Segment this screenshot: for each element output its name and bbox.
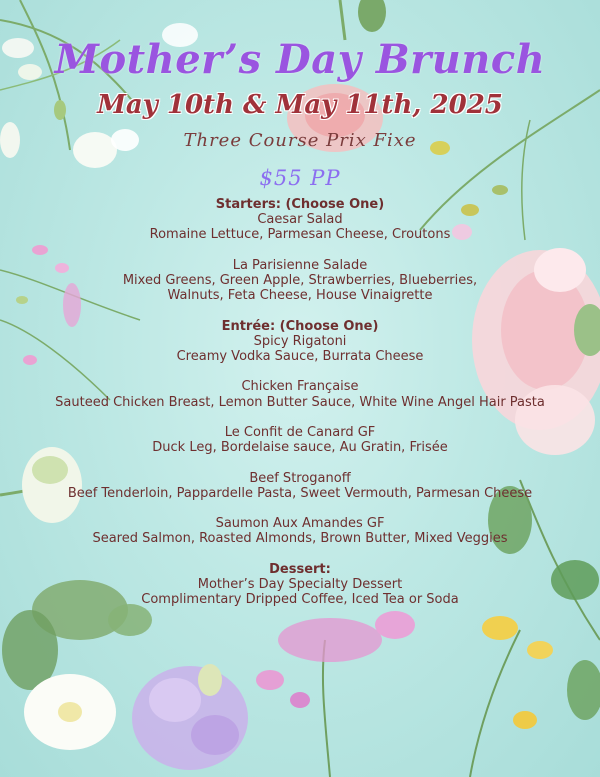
section-heading: Starters: (Choose One)	[215, 197, 385, 212]
item-description: Duck Leg, Bordelaise sauce, Au Gratin, Frisée	[152, 440, 448, 456]
item-name: Saumon Aux Amandes GF	[215, 516, 385, 532]
menu-title: Mother’s Day Brunch	[54, 36, 546, 83]
item-description: Romaine Lettuce, Parmesan Cheese, Croutons	[149, 227, 451, 243]
menu-item	[0, 516, 600, 546]
item-description: Seared Salmon, Roasted Almonds, Brown Butter, Mixed Veggies	[92, 531, 508, 547]
menu-item	[0, 577, 600, 607]
menu-price: $55 PP	[259, 166, 341, 190]
menu-item	[0, 334, 600, 364]
item-name: La Parisienne Salade	[232, 257, 368, 273]
item-name: Beef Stroganoff	[249, 470, 351, 486]
menu-item	[0, 471, 600, 501]
menu-item	[0, 379, 600, 409]
menu-item	[0, 425, 600, 455]
menu-item	[0, 212, 600, 242]
section-heading: Dessert:	[269, 561, 331, 577]
item-description: Walnuts, Feta Cheese, House Vinaigrette	[167, 288, 433, 304]
item-name: Mother’s Day Specialty Dessert	[197, 576, 403, 592]
event-dates: May 10th & May 11th, 2025	[97, 90, 503, 120]
item-name: Chicken Française	[241, 379, 359, 395]
dessert-section	[0, 562, 600, 608]
item-description: Complimentary Dripped Coffee, Iced Tea or Soda	[141, 592, 459, 608]
item-description: Creamy Vodka Sauce, Burrata Cheese	[176, 349, 424, 364]
menu-item	[0, 258, 600, 304]
item-name: Le Confit de Canard GF	[224, 424, 376, 440]
menu-subtitle: Three Course Prix Fixe	[183, 130, 417, 151]
entree-section	[0, 319, 600, 547]
starters-section	[0, 197, 600, 303]
item-description: Mixed Greens, Green Apple, Strawberries, Blueberries,	[122, 273, 478, 288]
section-heading: Entrée: (Choose One)	[221, 318, 379, 334]
item-name: Caesar Salad	[257, 212, 343, 228]
item-description: Beef Tenderloin, Pappardelle Pasta, Sweet Vermouth, Parmesan Cheese	[67, 485, 533, 501]
item-description: Sauteed Chicken Breast, Lemon Butter Sauce, White Wine Angel Hair Pasta	[55, 394, 545, 410]
menu-sections	[0, 197, 600, 607]
item-name: Spicy Rigatoni	[253, 333, 347, 349]
